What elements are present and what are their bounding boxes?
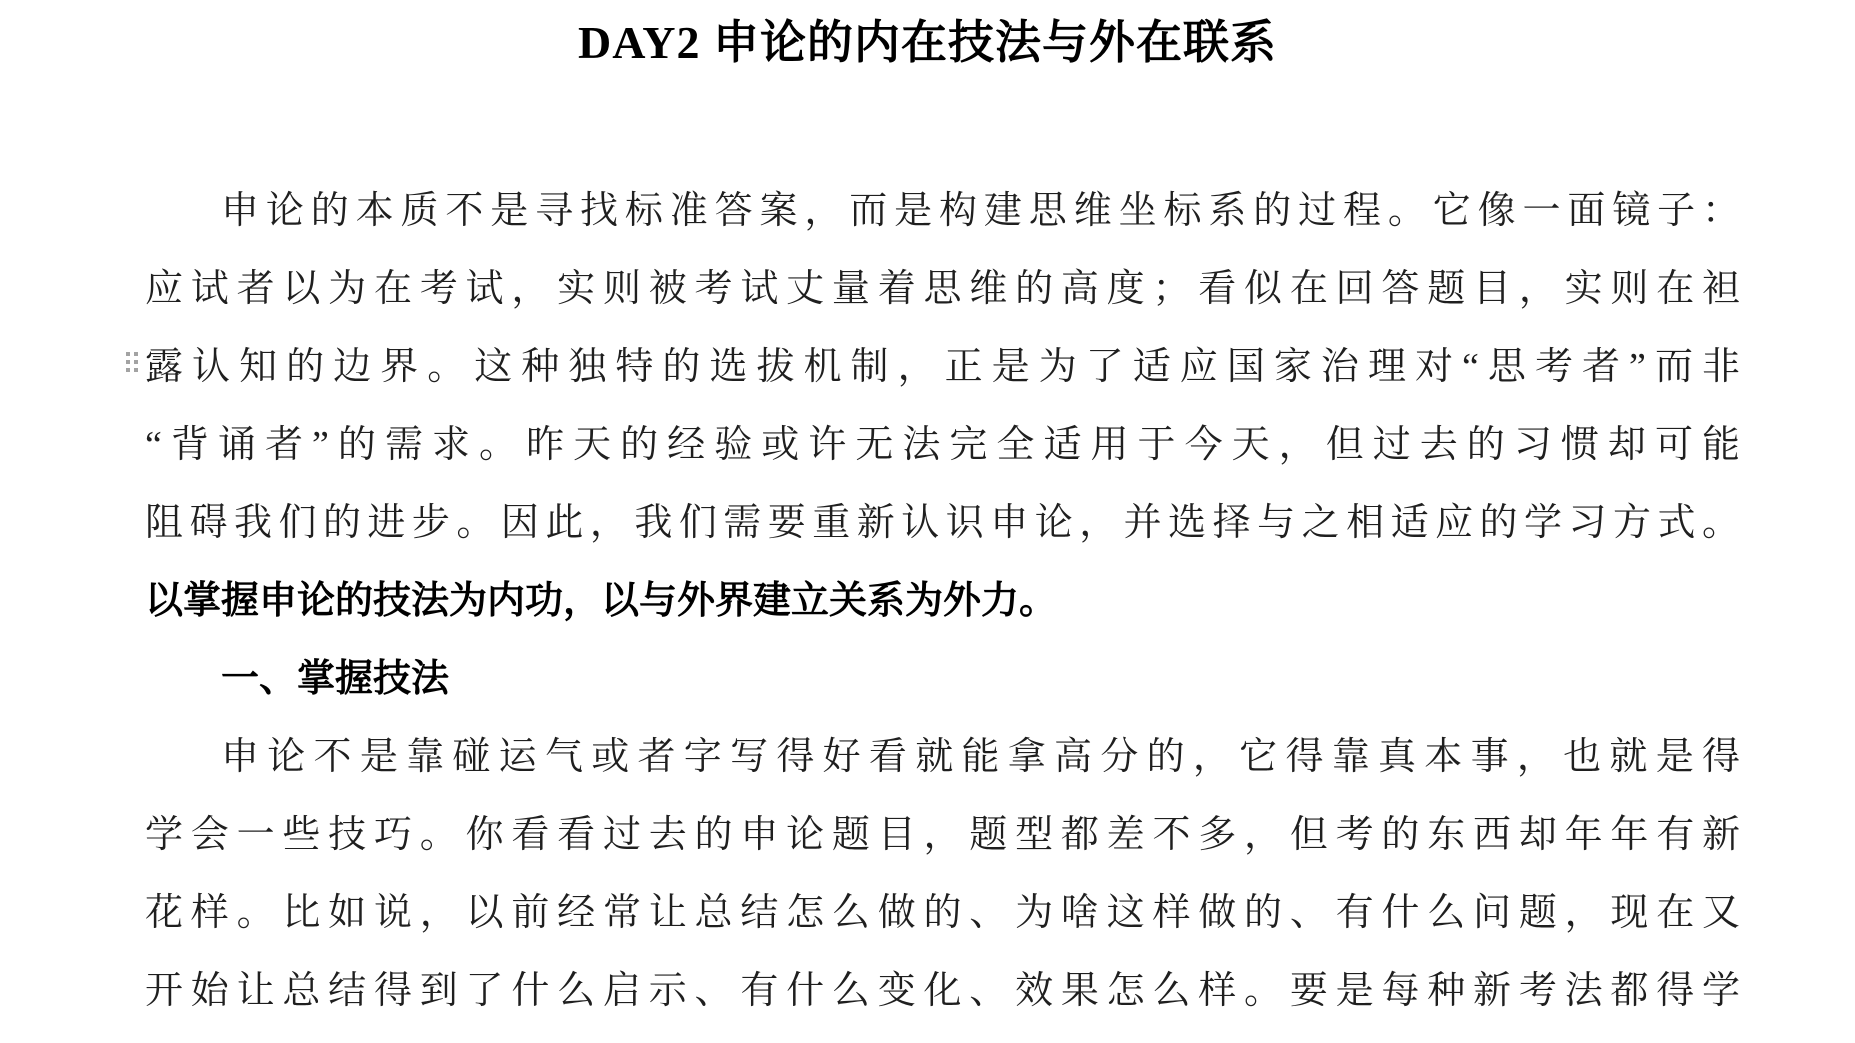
drag-handle-dot (134, 352, 138, 356)
drag-handle-dot (134, 368, 138, 372)
text-line: 学会一些技巧。你看看过去的申论题目，题型都差不多，但考的东西却年年有新 (145, 814, 1740, 856)
drag-handle-dot (126, 360, 130, 364)
document-body (145, 172, 1740, 1030)
text-line: 一、掌握技法 (221, 658, 450, 700)
document-title: DAY2 申论的内在技法与外在联系 (578, 17, 1277, 68)
drag-handle-dot (126, 352, 130, 356)
text-line: 开始让总结得到了什么启示、有什么变化、效果怎么样。要是每种新考法都得学 (145, 970, 1740, 1012)
drag-handle-icon[interactable] (126, 352, 139, 374)
text-line: 申论不是靠碰运气或者字写得好看就能拿高分的，它得靠真本事，也就是得 (221, 736, 1740, 778)
text-line: 露认知的边界。这种独特的选拔机制，正是为了适应国家治理对“思考者”而非 (145, 346, 1740, 388)
text-line: 阻碍我们的进步。因此，我们需要重新认识申论，并选择与之相适应的学习方式。 (145, 502, 1740, 544)
text-line: “背诵者”的需求。昨天的经验或许无法完全适用于今天，但过去的习惯却可能 (145, 424, 1740, 466)
text-line: 花样。比如说，以前经常让总结怎么做的、为啥这样做的、有什么问题，现在又 (145, 892, 1740, 934)
drag-handle-dot (126, 368, 130, 372)
text-line: 应试者以为在考试，实则被考试丈量着思维的高度；看似在回答题目，实则在袒 (145, 268, 1740, 310)
drag-handle-dot (134, 360, 138, 364)
text-line: 以掌握申论的技法为内功，以与外界建立关系为外力。 (145, 580, 1058, 622)
text-line: 申论的本质不是寻找标准答案，而是构建思维坐标系的过程。它像一面镜子： (221, 190, 1740, 232)
